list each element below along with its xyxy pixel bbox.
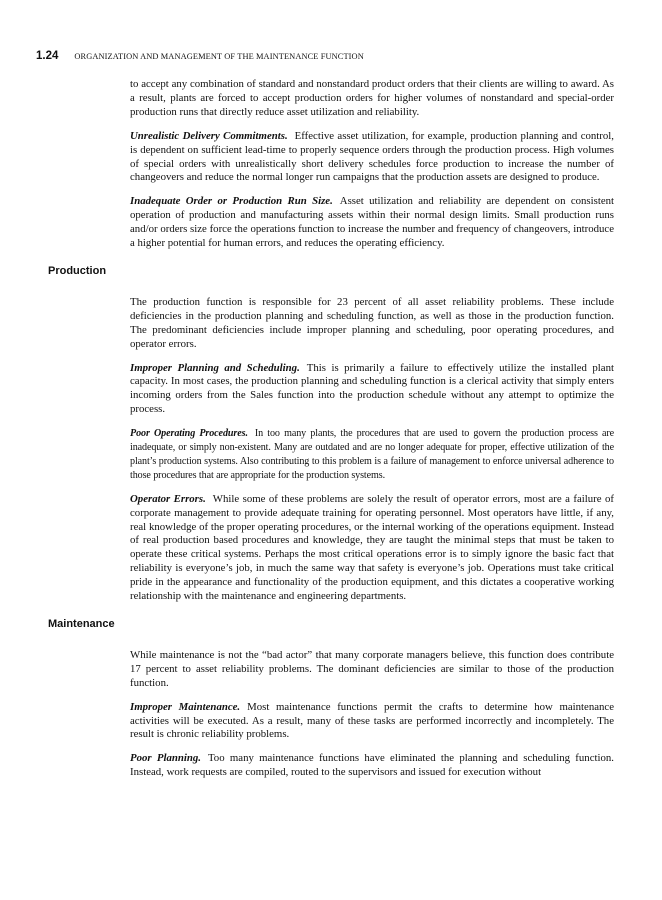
paragraph-text: This is primarily a failure to effectively utilize the installed plant capacity. In most cases, the production planning and scheduling function is a clerical activity that simply enters incoming orders from the Sales function into the production schedule without any attempt to optimize the process.	[130, 361, 614, 416]
paragraph-poor-planning	[130, 752, 614, 780]
paragraph-operating-procedures	[130, 427, 614, 483]
run-in-head: Improper Planning and Scheduling.	[130, 361, 300, 374]
production-intro: The production function is responsible for 23 percent of all asset reliability problems. These include deficiencies in the production planning and scheduling function, as well as those in the production function. The predominant deficiencies include improper planning and scheduling, poor operating procedures, and operator errors.	[130, 295, 614, 350]
paragraph-text: While some of these problems are solely the result of operator errors, most are a failure of corporate management to provide adequate training for operating personnel. Most operators have little, if any, real knowledge of the proper operating procedures, or the internal working of the operations equipment. Instead of real production based procedures and knowledge, they are taught the minimal steps that must be taken to operate these critical systems. Perhaps the most critical operations error is to simply ignore the basic fact that reliability is everyone’s job, in much the same way that safety is everyone’s job. Operations must take critical pride in the appearance and functionality of the production equipment, and this dictates a cooperative working relationship with the maintenance and engineering departments.	[130, 492, 614, 603]
paragraph-improper-maintenance	[130, 701, 614, 743]
section-heading-production: Production	[48, 264, 107, 277]
run-in-head: Unrealistic Delivery Commitments.	[130, 129, 288, 142]
paragraph-text: Effective asset utilization, for example, production planning and control, is dependent on sufficient lead-time to properly sequence orders through the production process. High volumes of special orders with unrealistically short delivery schedules force production to increase the number of changeovers and reduce the normal longer run campaigns that the production assets are designed to produce.	[130, 129, 614, 184]
maintenance-intro: While maintenance is not the “bad actor” that many corporate managers believe, this function does contribute 17 percent to asset reliability problems. The dominant deficiencies are similar to those of the production function.	[130, 648, 614, 689]
run-in-head: Poor Planning.	[130, 752, 201, 765]
paragraph-order-size	[130, 195, 614, 251]
running-header	[36, 46, 626, 62]
page-number: 1.24	[36, 50, 59, 62]
run-in-head: Inadequate Order or Production Run Size.	[130, 195, 333, 208]
run-in-head: Operator Errors.	[130, 492, 206, 505]
section-heading-maintenance: Maintenance	[48, 618, 115, 630]
intro-paragraph: to accept any combination of standard and nonstandard product orders that their clients are willing to award. As a result, plants are forced to accept production orders for higher volumes of nonstandard and special-order production runs that directly reduce asset utilization and reliability.	[130, 78, 614, 118]
paragraph-text: Asset utilization and reliability are dependent on consistent operation of production and manufacturing assets within their normal design limits. Small production runs and/or orders size force the operations function to increase the number and frequency of changeovers, introduce a higher potential for human errors, and reduces the operating efficiency.	[130, 195, 615, 250]
run-in-head: Poor Operating Procedures.	[130, 428, 248, 440]
running-title: ORGANIZATION AND MANAGEMENT OF THE MAINTENANCE FUNCTION	[74, 52, 364, 61]
paragraph-improper-planning	[130, 362, 614, 418]
paragraph-text: Most maintenance functions permit the crafts to determine how maintenance activities will be executed. As a result, many of these tasks are performed incorrectly and incompletely. The result is chronic reliability problems.	[130, 700, 614, 741]
paragraph-delivery-commitments	[130, 130, 614, 186]
paragraph-text: In too many plants, the procedures that are used to govern the production process are inadequate, or simply non-existent. Many are outdated and are no longer adequate for proper, effective utilization of the plant’s production systems. Also contributing to this problem is a failure of management to enforce universal adherence to those procedures that are appropriate for the production systems.	[130, 428, 614, 481]
body-text	[48, 78, 615, 790]
paragraph-operator-errors	[130, 493, 614, 604]
paragraph-text: Too many maintenance functions have eliminated the planning and scheduling function. Instead, work requests are compiled, routed to the supervisors and issued for execution without	[130, 752, 614, 779]
run-in-head: Improper Maintenance.	[130, 700, 241, 713]
